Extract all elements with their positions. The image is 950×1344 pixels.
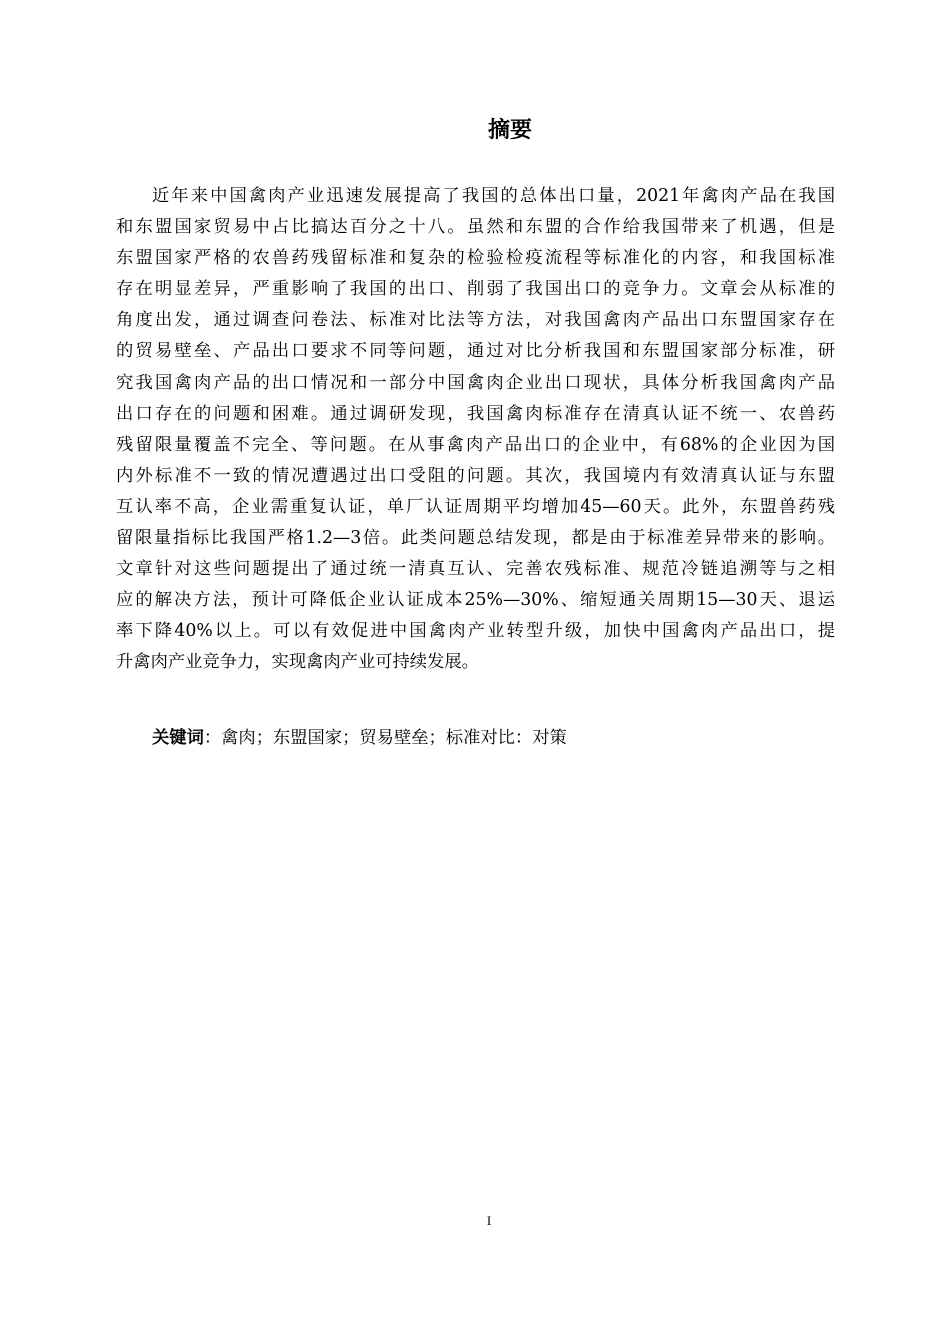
abstract-line: 出口存在的问题和困难。通过调研发现，我国禽肉标准存在清真认证不统一、农兽药 bbox=[116, 403, 835, 424]
abstract-title: 摘要 bbox=[487, 118, 532, 143]
abstract-line: 角度出发，通过调查问卷法、标准对比法等方法，对我国禽肉产品出口东盟国家存在 bbox=[116, 310, 835, 331]
abstract-line: 究我国禽肉产品的出口情况和一部分中国禽肉企业出口现状，具体分析我国禽肉产品 bbox=[116, 372, 835, 393]
abstract-line: 的贸易壁垒、产品出口要求不同等问题，通过对比分析我国和东盟国家部分标准，研 bbox=[116, 341, 835, 362]
abstract-line: 内外标准不一致的情况遭遇过出口受阻的问题。其次，我国境内有效清真认证与东盟 bbox=[116, 465, 835, 486]
abstract-line: 东盟国家严格的农兽药残留标准和复杂的检验检疫流程等标准化的内容，和我国标准 bbox=[116, 248, 835, 269]
keywords-label: 关键词 bbox=[152, 728, 204, 748]
abstract-line: 留限量指标比我国严格1.2—3倍。此类问题总结发现，都是由于标准差异带来的影响。 bbox=[116, 528, 835, 549]
page-number: I bbox=[486, 1213, 492, 1228]
abstract-line: 存在明显差异，严重影响了我国的出口、削弱了我国出口的竞争力。文章会从标准的 bbox=[116, 279, 835, 300]
abstract-line: 文章针对这些问题提出了通过统一清真互认、完善农残标准、规范冷链追溯等与之相 bbox=[116, 559, 835, 580]
keywords-text: ：禽肉；东盟国家；贸易壁垒；标准对比：对策 bbox=[203, 728, 567, 748]
abstract-line: 率下降40%以上。可以有效促进中国禽肉产业转型升级，加快中国禽肉产品出口，提 bbox=[116, 621, 835, 642]
keywords-line bbox=[152, 723, 567, 753]
abstract-line: 和东盟国家贸易中占比搞达百分之十八。虽然和东盟的合作给我国带来了机遇，但是 bbox=[116, 217, 835, 238]
abstract-body bbox=[116, 181, 835, 679]
abstract-line: 残留限量覆盖不完全、等问题。在从事禽肉产品出口的企业中，有68%的企业因为国 bbox=[116, 434, 835, 455]
abstract-line: 升禽肉产业竞争力，实现禽肉产业可持续发展。 bbox=[116, 652, 479, 673]
abstract-line: 互认率不高，企业需重复认证，单厂认证周期平均增加45—60天。此外，东盟兽药残 bbox=[116, 496, 835, 517]
abstract-line: 应的解决方法，预计可降低企业认证成本25%—30%、缩短通关周期15—30天、退运 bbox=[116, 590, 835, 611]
abstract-line: 近年来中国禽肉产业迅速发展提高了我国的总体出口量，2021年禽肉产品在我国 bbox=[152, 186, 835, 206]
